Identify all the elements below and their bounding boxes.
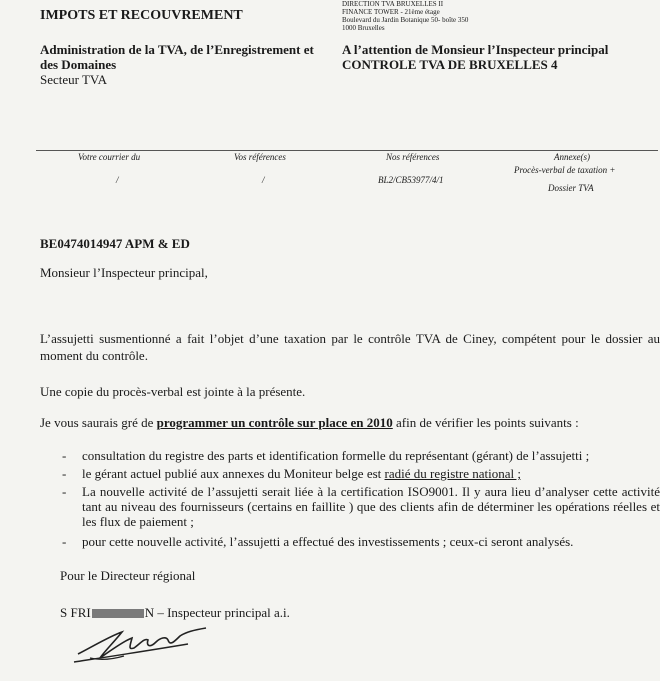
ref-annexes-value-1: Procès-verbal de taxation + — [514, 165, 616, 175]
bullet-dash: - — [62, 448, 67, 463]
bullet-dash: - — [62, 466, 67, 481]
subject-line: BE0474014947 APM & ED — [40, 236, 190, 251]
bullet-item-investments: pour cette nouvelle activité, l’assujetti a effectué des investissements ; ceux-ci seront analysés. — [82, 534, 574, 549]
header-divider — [36, 150, 658, 151]
bullet-dash: - — [62, 534, 67, 549]
ref-annexes-value-2: Dossier TVA — [548, 183, 594, 193]
bullet-item-register: consultation du registre des parts et identification formelle du représentant (gérant) de l’assujetti ; — [82, 448, 590, 463]
attention-line-2: CONTROLE TVA DE BRUXELLES 4 — [342, 57, 558, 72]
request-text-after: afin de vérifier les points suivants : — [392, 415, 579, 430]
bullet-item-manager — [82, 466, 660, 481]
signer-suffix: N – Inspecteur principal a.i. — [144, 605, 290, 620]
bullet-item-activity: La nouvelle activité de l’assujetti serait liée à la certification ISO9001. Il y aura lieu d’analyser cette activité tant au niveau des fournisseurs (certains en faillite ) que des clients afin de déterminer les opérations réelles et les flux de paiement ; — [82, 484, 660, 529]
administration-line-1: Administration de la TVA, de l’Enregistrement et — [40, 42, 314, 57]
signer-prefix: S FRI — [60, 605, 91, 620]
ref-our-refs-value: BL2/CB53977/4/1 — [378, 175, 444, 185]
address-line: Boulevard du Jardin Botanique 50- boîte 350 — [342, 16, 469, 24]
sender-address — [342, 0, 468, 32]
bullet-manager-emphasis: radié du registre national ; — [384, 466, 521, 481]
address-line: FINANCE TOWER - 21ème étage — [342, 8, 440, 16]
bullet-manager-text: le gérant actuel publié aux annexes du Moniteur belge est — [82, 466, 385, 481]
administration-line-2: des Domaines — [40, 57, 117, 72]
salutation: Monsieur l’Inspecteur principal, — [40, 265, 208, 280]
address-line: DIRECTION TVA BRUXELLES II — [342, 0, 444, 8]
request-emphasis: programmer un contrôle sur place en 2010 — [156, 415, 393, 430]
closing-line: Pour le Directeur régional — [60, 568, 196, 583]
redaction-mark — [92, 609, 144, 618]
ref-your-letter-value: / — [116, 175, 119, 185]
handwritten-signature — [70, 618, 210, 668]
ref-your-refs-label: Vos références — [234, 152, 286, 162]
paragraph-taxation: L’assujetti susmentionné a fait l’objet d’une taxation par le contrôle TVA de Ciney, compétent pour le dossier au moment du contrôle. — [40, 331, 660, 363]
administration-name — [40, 42, 330, 72]
recipient-attention — [342, 42, 608, 72]
ref-annexes-label: Annexe(s) — [554, 152, 590, 162]
bullet-dash: - — [62, 484, 67, 499]
paragraph-copy: Une copie du procès-verbal est jointe à la présente. — [40, 384, 306, 399]
attention-line-1: A l’attention de Monsieur l’Inspecteur principal — [342, 42, 609, 57]
ref-your-refs-value: / — [262, 175, 265, 185]
office-title: IMPOTS ET RECOUVREMENT — [40, 8, 243, 23]
paragraph-request — [40, 414, 660, 431]
request-text-before: Je vous saurais gré de — [40, 415, 157, 430]
sector-label: Secteur TVA — [40, 72, 108, 87]
address-line: 1000 Bruxelles — [342, 24, 385, 32]
ref-our-refs-label: Nos références — [386, 152, 440, 162]
ref-your-letter-label: Votre courrier du — [78, 152, 141, 162]
